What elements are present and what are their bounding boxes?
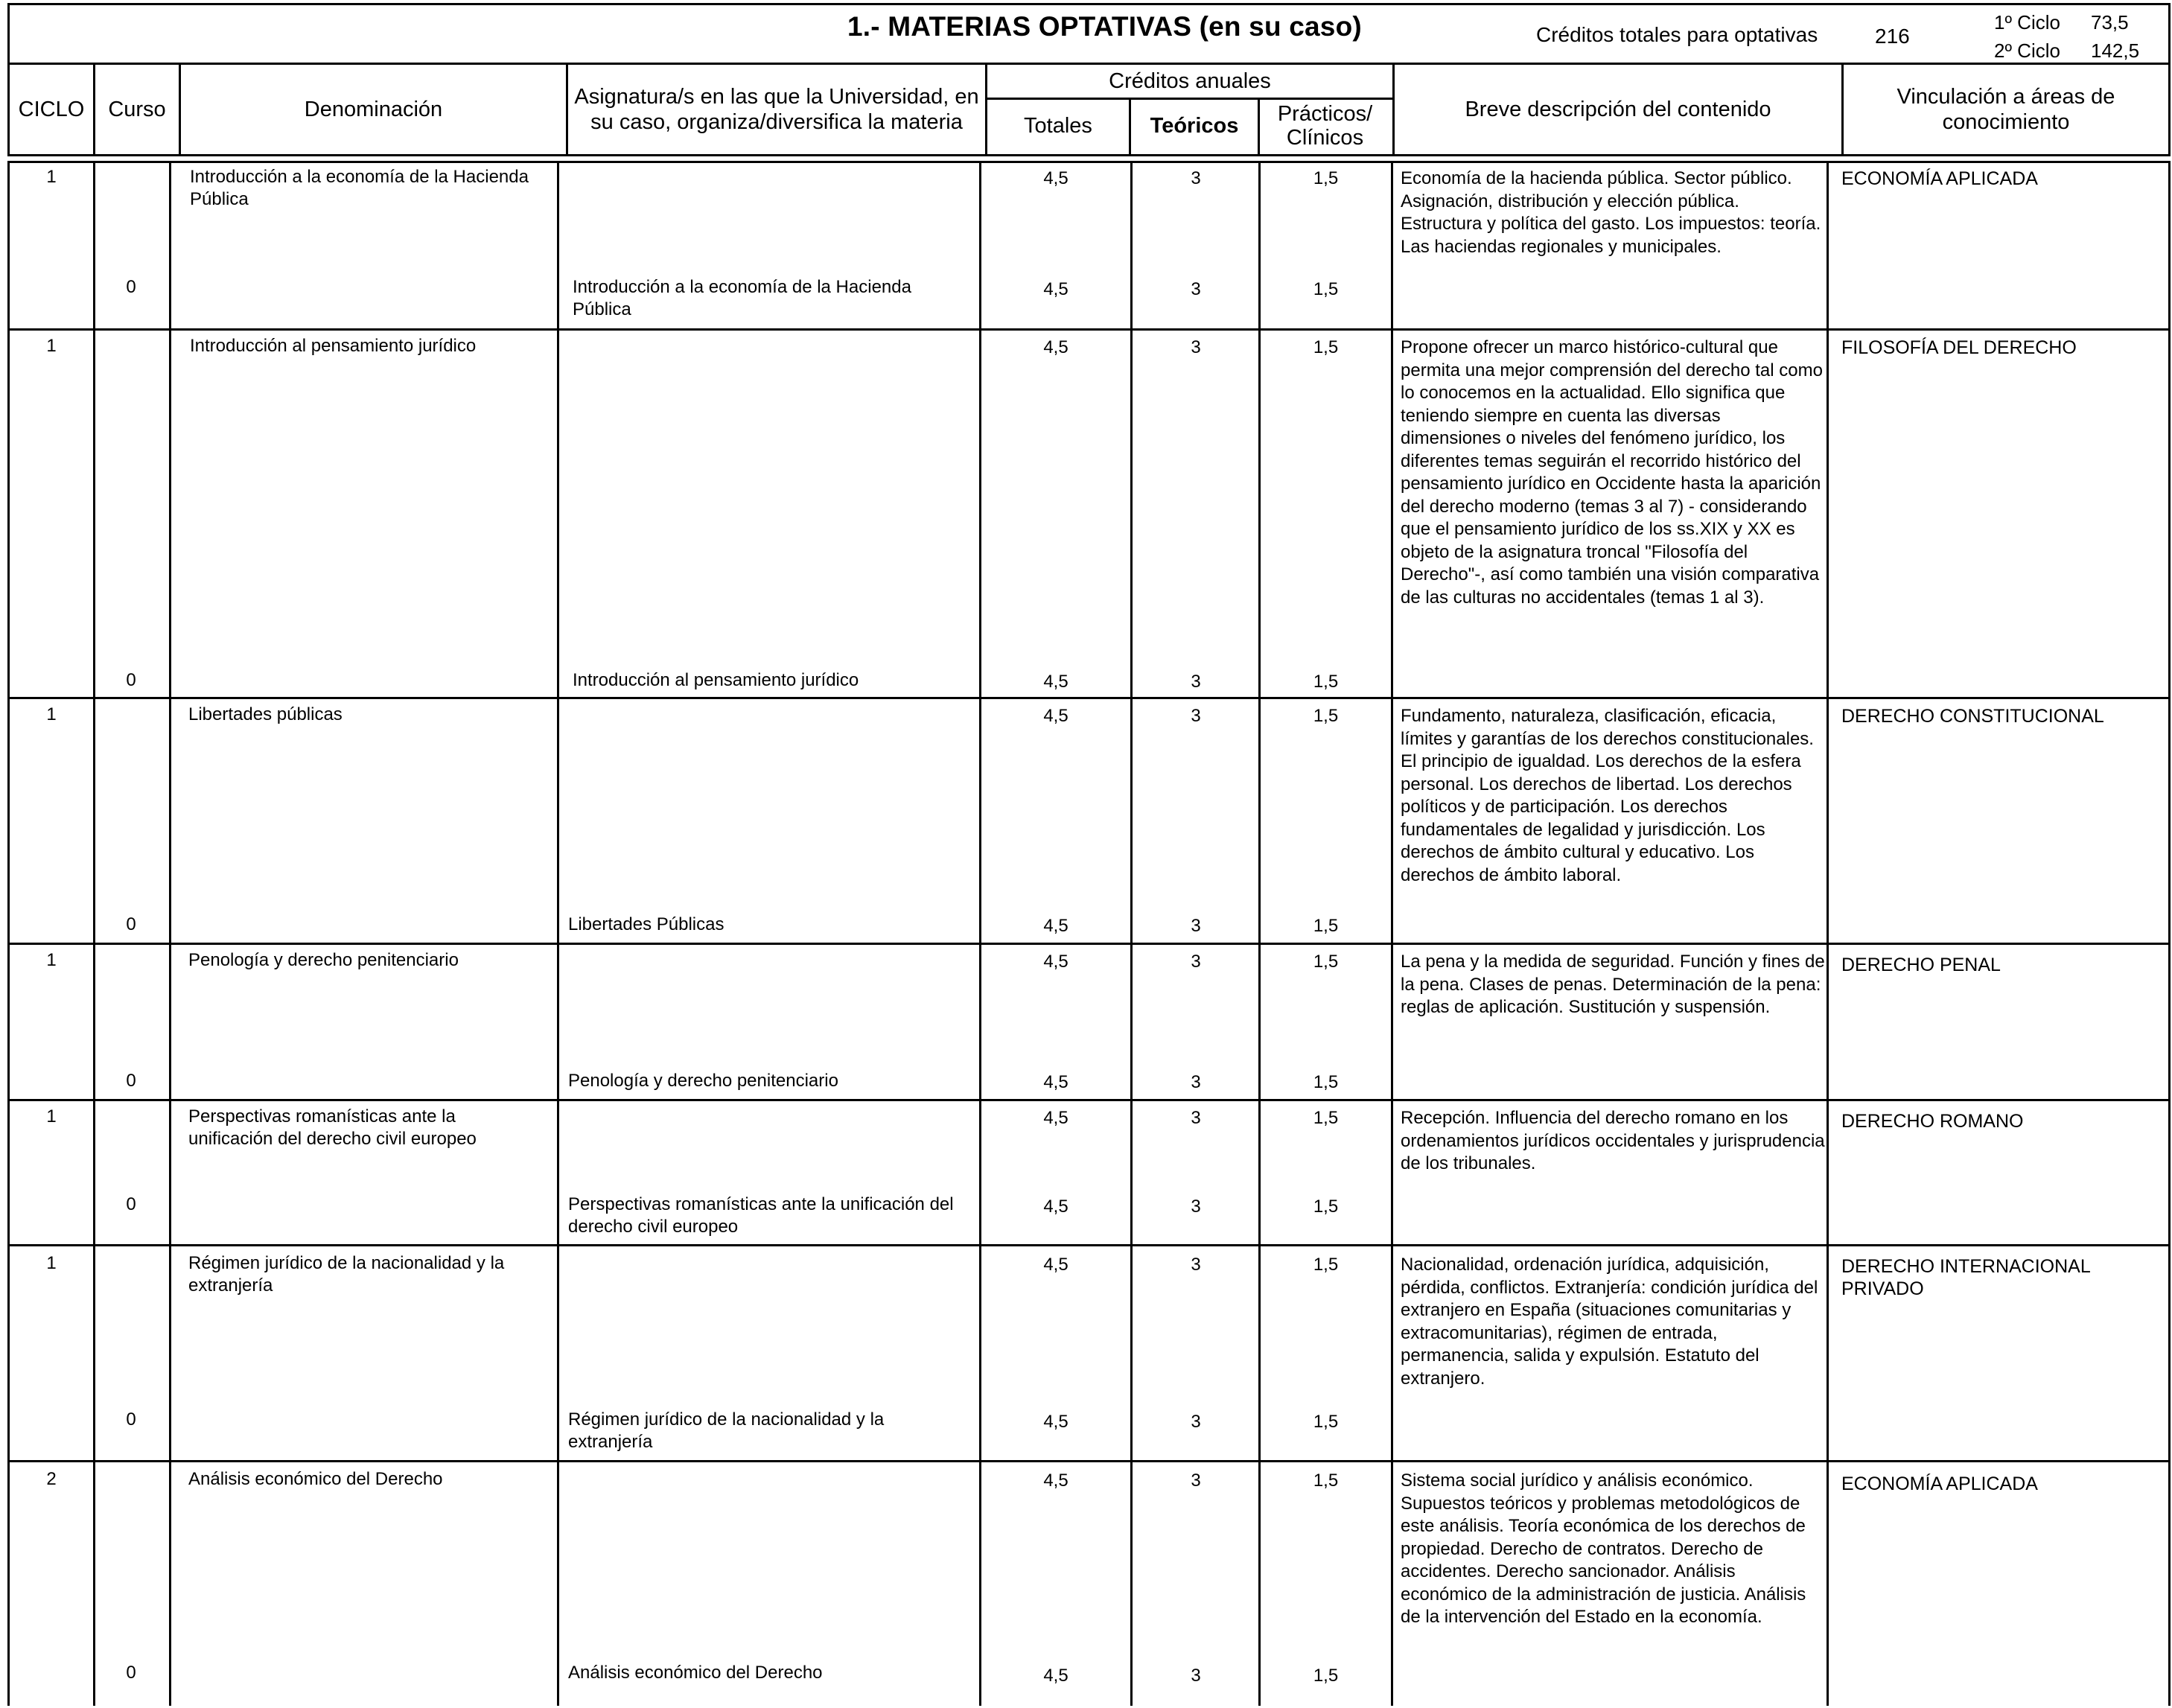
- area-cell: DERECHO INTERNACIONAL PRIVADO: [1841, 1256, 2090, 1299]
- table-row: [10, 1462, 2168, 1708]
- teoricos-cell: 3: [1191, 1255, 1201, 1275]
- area-cell: ECONOMÍA APLICADA: [1841, 1473, 2038, 1494]
- ciclo1-label: 1º Ciclo: [1994, 11, 2060, 34]
- descripcion-cell: Recepción. Influencia del derecho romano en los ordenamientos jurídicos occidentales y jurisprudencia de los tribunales.: [1401, 1108, 1825, 1173]
- practicos-cell: 1,5: [1313, 337, 1339, 357]
- denominacion-cell: Introducción a la economía de la Hacienda Pública: [190, 167, 529, 209]
- curso-cell: 0: [126, 277, 136, 297]
- practicos-cell: 1,5: [1313, 1255, 1339, 1275]
- area-cell: DERECHO PENAL: [1841, 955, 2001, 975]
- descripcion-cell: La pena y la medida de seguridad. Función y fines de la pena. Clases de penas. Determinación de la pena: reglas de aplicación. Sustitución y suspensión.: [1401, 952, 1825, 1017]
- descripcion-cell: Nacionalidad, ordenación jurídica, adquisición, pérdida, conflictos. Extranjería: condición jurídica del extranjero en España (situaciones comunitarias y extracomunitarias), régimen de entrada, permanencia, salida y expulsión. Estatuto del extranjero.: [1401, 1255, 1818, 1389]
- ciclo-cell: 1: [46, 167, 57, 187]
- totales-cell: 4,5: [1043, 279, 1069, 299]
- table-row: [10, 1246, 2168, 1462]
- ciclo-cell: 1: [46, 704, 57, 724]
- practicos-cell: 1,5: [1313, 1412, 1339, 1432]
- header-asignatura: Asignatura/s en las que la Universidad, en su caso, organiza/diversifica la materia: [566, 65, 985, 154]
- ciclo-cell: 1: [46, 336, 57, 356]
- practicos-cell: 1,5: [1313, 1470, 1339, 1491]
- denominacion-cell: Libertades públicas: [188, 704, 343, 724]
- denominacion-cell: Análisis económico del Derecho: [188, 1469, 443, 1489]
- curso-cell: 0: [126, 1194, 136, 1214]
- practicos-cell: 1,5: [1313, 916, 1339, 936]
- ciclo-cell: 2: [46, 1469, 57, 1489]
- practicos-cell: 1,5: [1313, 168, 1339, 188]
- table-row: [10, 163, 2168, 331]
- title-band: [7, 3, 2171, 63]
- descripcion-cell: Propone ofrecer un marco histórico-cultural que permita una mejor comprensión del derecho tal como lo conocemos en la actualidad. Ello significa que teniendo siempre en cuenta las diversas dimensiones o niveles del fenómeno jurídico, los diferentes temas seguirán el recorrido histórico del pensamiento jurídico en Occidente hasta la aparición del derecho moderno (temas 3 al 7) - considerando que el pensamiento jurídico de los ss.XIX y XX es objeto de la asignatura troncal "Filosofía del Derecho"-, así como también una visión comparativa de las culturas no accidentales (temas 1 al 3).: [1401, 337, 1823, 608]
- area-cell: FILOSOFÍA DEL DERECHO: [1841, 337, 2077, 358]
- totales-cell: 4,5: [1043, 1108, 1069, 1128]
- total-credits-value: 216: [1875, 25, 1910, 48]
- table-row: [10, 699, 2168, 945]
- totales-cell: 4,5: [1043, 1072, 1069, 1092]
- totales-cell: 4,5: [1043, 672, 1069, 692]
- teoricos-cell: 3: [1191, 1072, 1201, 1092]
- asignatura-cell: Penología y derecho penitenciario: [568, 1071, 838, 1091]
- teoricos-cell: 3: [1191, 916, 1201, 936]
- teoricos-cell: 3: [1191, 279, 1201, 299]
- header-practicos: Prácticos/ Clínicos: [1277, 102, 1373, 150]
- totales-cell: 4,5: [1043, 1666, 1069, 1686]
- table-row: [10, 331, 2168, 699]
- subjects-table: [7, 161, 2171, 1706]
- header-teoricos: Teóricos: [1129, 98, 1260, 154]
- totales-cell: 4,5: [1043, 1470, 1069, 1491]
- header-denominacion: Denominación: [179, 65, 566, 154]
- table-row: [10, 1101, 2168, 1246]
- table-row: [10, 945, 2168, 1101]
- asignatura-cell: Perspectivas romanísticas ante la unificación del derecho civil europeo: [568, 1194, 954, 1237]
- curso-cell: 0: [126, 1409, 136, 1430]
- totales-cell: 4,5: [1043, 337, 1069, 357]
- page-title: 1.- MATERIAS OPTATIVAS (en su caso): [847, 11, 1362, 42]
- descripcion-cell: Sistema social jurídico y análisis económico. Supuestos teóricos y problemas metodológicos de este análisis. Teoría económica de los derechos de propiedad. Derecho de contratos. Derecho de accidentes. Derecho sancionador. Análisis económico de la administración de justicia. Análisis de la intervención del Estado en la economía.: [1401, 1470, 1806, 1627]
- totales-cell: 4,5: [1043, 1255, 1069, 1275]
- practicos-cell: 1,5: [1313, 672, 1339, 692]
- area-cell: ECONOMÍA APLICADA: [1841, 168, 2038, 189]
- header-descripcion: Breve descripción del contenido: [1465, 98, 1771, 121]
- totales-cell: 4,5: [1043, 706, 1069, 726]
- descripcion-cell: Economía de la hacienda pública. Sector público. Asignación, distribución y elección pública. Estructura y política del gasto. Los impuestos: teoría. Las haciendas regionales y municipales.: [1401, 168, 1821, 257]
- credits-header-group: [985, 65, 1395, 154]
- asignatura-cell: Análisis económico del Derecho: [568, 1663, 823, 1683]
- ciclo-cell: 1: [46, 1106, 57, 1127]
- totales-cell: 4,5: [1043, 1412, 1069, 1432]
- curso-cell: 0: [126, 1071, 136, 1091]
- denominacion-cell: Penología y derecho penitenciario: [188, 950, 459, 970]
- teoricos-cell: 3: [1191, 1196, 1201, 1217]
- ciclo2-label: 2º Ciclo: [1994, 39, 2060, 62]
- denominacion-cell: Introducción al pensamiento jurídico: [190, 336, 477, 356]
- teoricos-cell: 3: [1191, 337, 1201, 357]
- teoricos-cell: 3: [1191, 1412, 1201, 1432]
- header-curso: Curso: [93, 65, 179, 154]
- teoricos-cell: 3: [1191, 706, 1201, 726]
- totales-cell: 4,5: [1043, 1196, 1069, 1217]
- teoricos-cell: 3: [1191, 168, 1201, 188]
- practicos-cell: 1,5: [1313, 1196, 1339, 1217]
- column-header-row: [7, 63, 2171, 156]
- teoricos-cell: 3: [1191, 1666, 1201, 1686]
- area-cell: DERECHO ROMANO: [1841, 1111, 2024, 1132]
- curso-cell: 0: [126, 914, 136, 934]
- teoricos-cell: 3: [1191, 952, 1201, 972]
- practicos-cell: 1,5: [1313, 706, 1339, 726]
- curso-cell: 0: [126, 670, 136, 690]
- ciclo-cell: 1: [46, 950, 57, 970]
- total-credits-label: Créditos totales para optativas: [1536, 23, 1818, 46]
- teoricos-cell: 3: [1191, 1470, 1201, 1491]
- practicos-cell: 1,5: [1313, 1666, 1339, 1686]
- ciclo1-value: 73,5: [2091, 11, 2129, 34]
- header-totales: Totales: [1024, 114, 1092, 138]
- ciclo-cell: 1: [46, 1253, 57, 1273]
- practicos-cell: 1,5: [1313, 1072, 1339, 1092]
- asignatura-cell: Régimen jurídico de la nacionalidad y la extranjería: [568, 1409, 885, 1452]
- ciclo2-value: 142,5: [2091, 39, 2140, 62]
- curso-cell: 0: [126, 1663, 136, 1683]
- header-creditos-anuales: Créditos anuales: [987, 65, 1392, 100]
- descripcion-cell: Fundamento, naturaleza, clasificación, eficacia, límites y garantías de los derechos constitucionales. El principio de igualdad. Los derechos de la esfera personal. Los derechos de libertad. Los derechos políticos y de participación. Los derechos fundamentales de legalidad y jurisdicción. Los derechos de ámbito cultural y educativo. Los derechos de ámbito laboral.: [1401, 706, 1814, 885]
- teoricos-cell: 3: [1191, 672, 1201, 692]
- teoricos-cell: 3: [1191, 1108, 1201, 1128]
- header-ciclo: CICLO: [18, 98, 85, 121]
- asignatura-cell: Introducción a la economía de la Hacienda Pública: [573, 277, 911, 319]
- denominacion-cell: Perspectivas romanísticas ante la unificación del derecho civil europeo: [188, 1106, 477, 1149]
- totales-cell: 4,5: [1043, 168, 1069, 188]
- totales-cell: 4,5: [1043, 916, 1069, 936]
- asignatura-cell: Introducción al pensamiento jurídico: [573, 670, 859, 690]
- area-cell: DERECHO CONSTITUCIONAL: [1841, 706, 2104, 727]
- asignatura-cell: Libertades Públicas: [568, 914, 724, 934]
- practicos-cell: 1,5: [1313, 952, 1339, 972]
- practicos-cell: 1,5: [1313, 279, 1339, 299]
- totales-cell: 4,5: [1043, 952, 1069, 972]
- denominacion-cell: Régimen jurídico de la nacionalidad y la extranjería: [188, 1253, 505, 1296]
- header-vinculacion: Vinculación a áreas de conocimiento: [1841, 65, 2168, 154]
- practicos-cell: 1,5: [1313, 1108, 1339, 1128]
